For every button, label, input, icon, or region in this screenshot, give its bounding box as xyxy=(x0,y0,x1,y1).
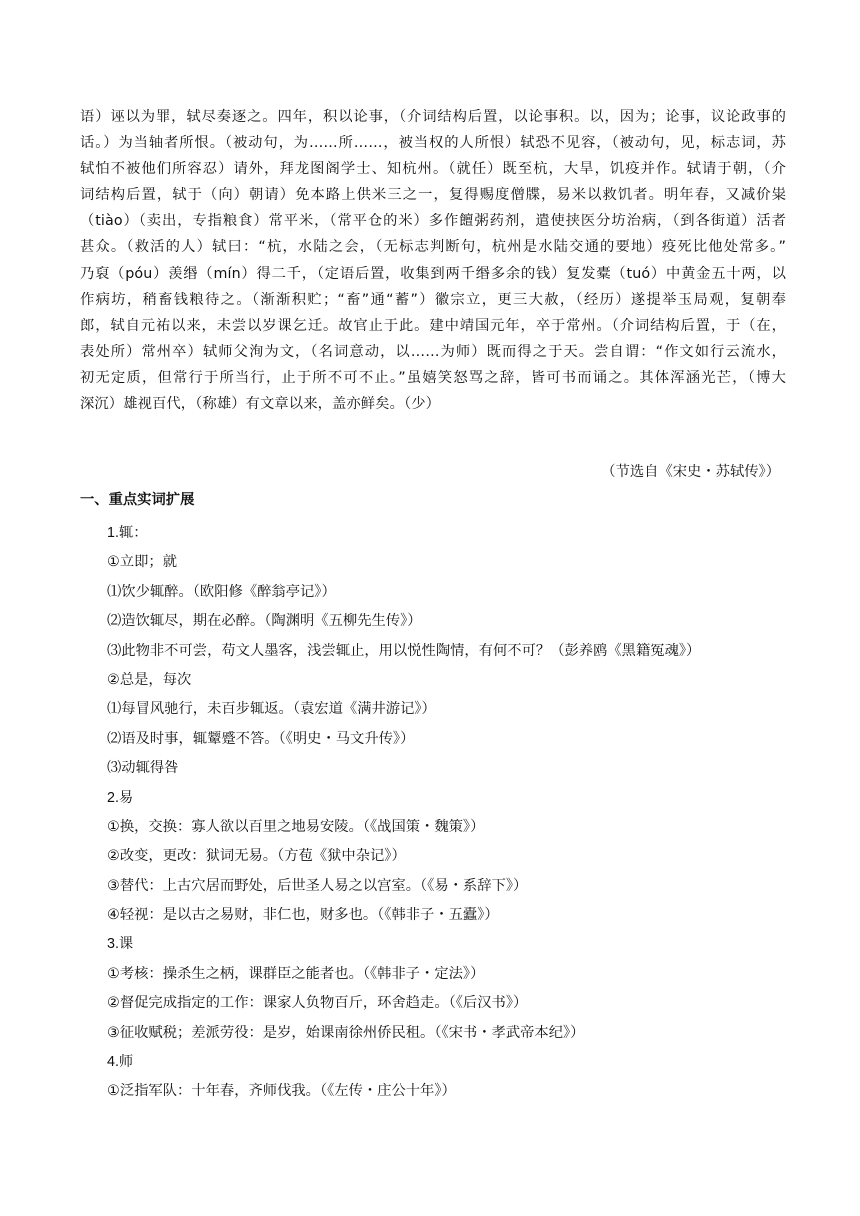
meaning-item: ③替代：上古穴居而野处，后世圣人易之以宫室。（《易・系辞下》） xyxy=(107,877,528,894)
passage-line: 轼怕不被他们所容忍）请外，拜龙图阁学士、知杭州。（就任）既至杭，大旱，饥疫并作。轼请于朝，（介 xyxy=(80,161,786,178)
example-item: ⑵造饮辄尽，期在必醉。（陶渊明《五柳先生传》） xyxy=(107,613,422,630)
passage-line: 深沉）雄视百代，（称雄）有文章以来，盖亦鲜矣。（少） xyxy=(80,396,441,413)
meaning-item: ②改变，更改：狱词无易。（方苞《狱中杂记》） xyxy=(107,848,406,865)
meaning-item: ③征收赋税；差派劳役：是岁，始课南徐州侨民租。（《宋书・孝武帝本纪》） xyxy=(107,1024,585,1041)
passage-line: 语）诬以为罪，轼尽奏逐之。四年，积以论事，（介词结构后置，以论事积。以，因为；论事，议论政事的 xyxy=(80,109,786,125)
meaning-item: ①泛指军队：十年春，齐师伐我。（《左传・庄公十年》） xyxy=(107,1083,456,1100)
word-heading: 3.课 xyxy=(107,936,134,953)
example-item: ⑶动辄得咎 xyxy=(107,760,179,777)
passage-line: 表处所）常州卒）轼师父洵为文，（名词意动，以……为师）既而得之于天。尝自谓：“作文如行云流水， xyxy=(80,343,786,360)
meaning-item: ①考核：操杀生之柄，课群臣之能者也。（《韩非子・定法》） xyxy=(107,965,485,982)
meaning-item: ①换，交换：寡人欲以百里之地易安陵。（《战国策・魏策》） xyxy=(107,818,485,835)
passage-line: （tiào）（卖出，专指粮食）常平米，（常平仓的米）多作饘粥药剂，遣使挟医分坊治病，（到各街道）活者 xyxy=(80,213,786,230)
passage-line: 乃裒（póu）羡缗（mín）得二千，（定语后置，收集到两千缗多余的钱）复发橐（tuó）中黄金五十两，以 xyxy=(80,265,786,282)
meaning-item: ④轻视：是以古之易财，非仁也，财多也。（《韩非子・五蠹》） xyxy=(107,907,499,924)
word-heading: 2.易 xyxy=(107,789,134,806)
example-item: ⑵语及时事，辄颦蹙不答。（《明史・马文升传》） xyxy=(107,730,415,747)
vocabulary-list xyxy=(107,519,807,1107)
example-item: ⑶此物非不可尝，苟文人墨客，浅尝辄止，用以悦性陶情，有何不可？（彭养鸥《黑籍冤魂》） xyxy=(107,642,701,659)
meaning-item: ②总是，每次 xyxy=(107,671,192,688)
passage-line: 郎，轼自元祐以来，未尝以岁课乞迁。故官止于此。建中靖国元年，卒于常州。（介词结构后置，于（在， xyxy=(80,317,786,334)
passage-text xyxy=(80,104,786,417)
word-heading: 1.辄： xyxy=(107,525,148,541)
section-title: 一、重点实词扩展 xyxy=(80,492,195,508)
meaning-item: ②督促完成指定的工作：课家人负物百斤，环舍趋走。（《后汉书》） xyxy=(107,995,528,1012)
passage-line: 作病坊，稍畜钱粮待之。（渐渐积贮；“畜”通“蓄”）徽宗立，更三大赦，（经历）遂提举玉局观，复朝奉 xyxy=(80,291,786,308)
example-item: ⑴每冒风驰行，未百步辄返。（袁宏道《满井游记》） xyxy=(107,701,436,718)
example-item: ⑴饮少辄醉。（欧阳修《醉翁亭记》） xyxy=(107,583,336,600)
passage-line: 甚众。（救活的人）轼曰：“杭，水陆之会，（无标志判断句，杭州是水陆交通的要地）疫死比他处常多。” xyxy=(80,239,786,256)
passage-line: 词结构后置，轼于（向）朝请）免本路上供米三之一，复得赐度僧牒，易米以救饥者。明年春，又减价粜 xyxy=(80,187,786,204)
meaning-item: ①立即；就 xyxy=(107,554,178,571)
word-heading: 4.师 xyxy=(107,1054,134,1071)
source-citation: （节选自《宋史・苏轼传》） xyxy=(601,464,780,480)
passage-line: 话。）为当轴者所恨。（被动句，为……所……，被当权的人所恨）轼恐不见容，（被动句，见，标志词，苏 xyxy=(80,135,786,152)
passage-line: 初无定质，但常行于所当行，止于所不可不止。”虽嬉笑怒骂之辞，皆可书而诵之。其体浑涵光芒，（博大 xyxy=(80,369,786,386)
